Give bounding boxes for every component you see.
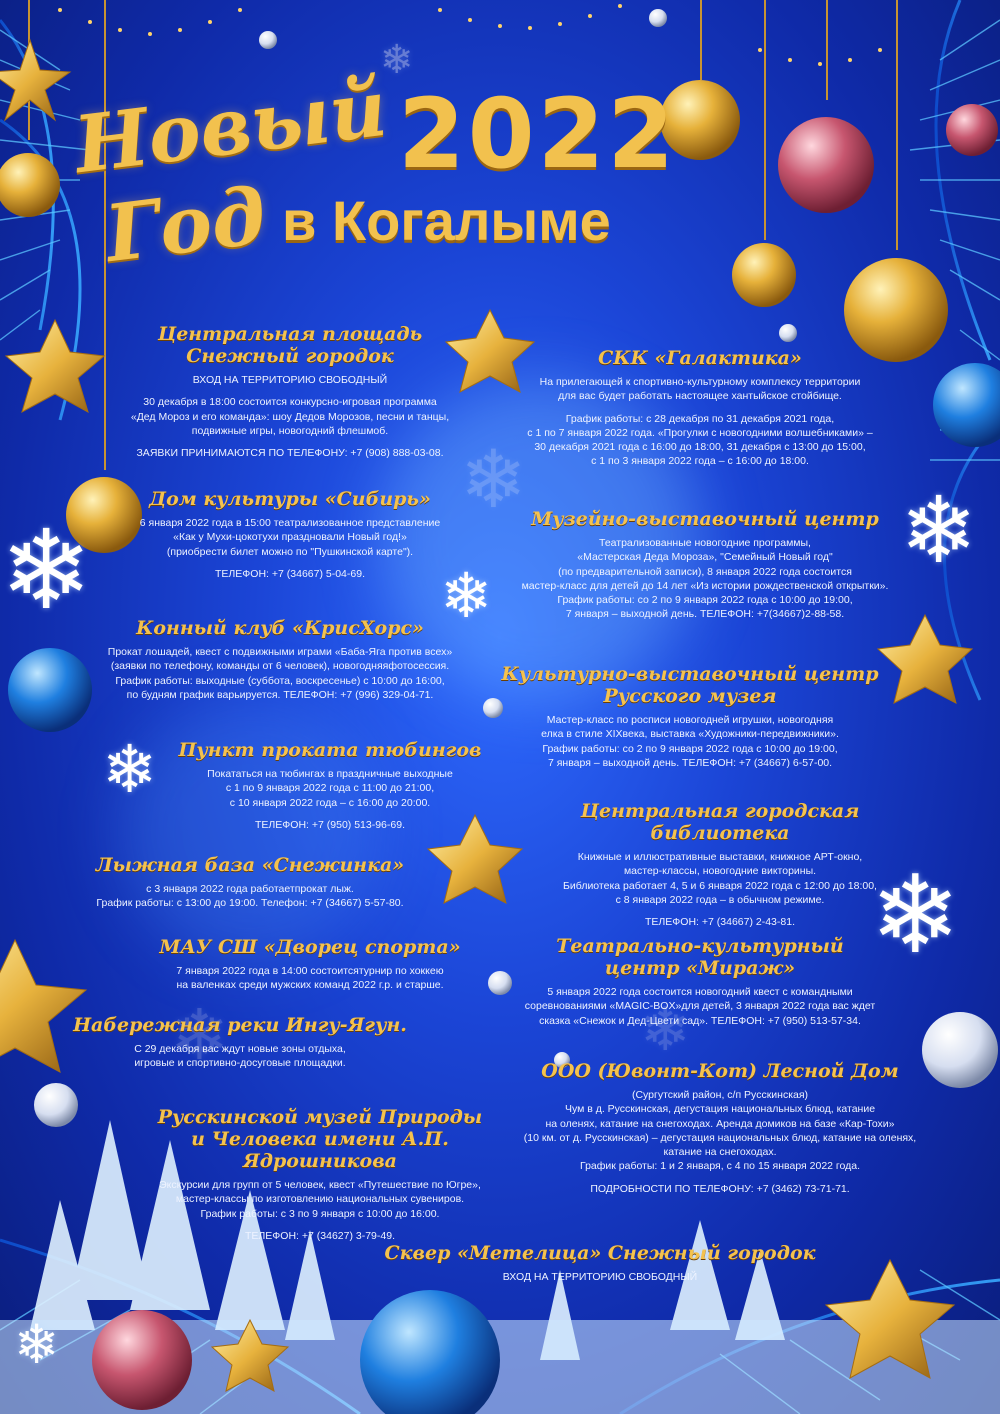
section-library — [520, 800, 920, 937]
section-tubing — [130, 739, 530, 840]
section-text: Театрализованные новогодние программы, «Мастерская Деда Мороза», "Семейный Новый год" (по предварительной записи), 8 января 2022 года состоится мастер-класс для детей до 14 лет «Из истории рождественской открытки». График работы: со 2 по 9 января 2022 года с 10:00 до 19:00, 7 января – выходной день. ТЕЛЕФОН: +7(34667)2-88-58. — [521, 537, 889, 621]
section-text: ВХОД НА ТЕРРИТОРИЮ СВОБОДНЫЙ — [502, 1271, 698, 1283]
section-text: На прилегающей к спортивно-культурному комплексу территории для вас будет работать настоящее хантыйское стойбище. — [539, 376, 861, 403]
section-title: СКК «Галактика» — [598, 347, 802, 369]
section-title: Сквер «Метелица» Снежный городок — [384, 1242, 816, 1264]
section-text: с 3 января 2022 года работаетпрокат лыж. График работы: с 13:00 до 19:00. Телефон: +7 (34667) 5-57-80. — [96, 883, 404, 910]
snowflake-icon: ❄ — [0, 506, 93, 634]
year-title: 2022 — [398, 78, 678, 190]
snowflake-icon: ❄ — [14, 1313, 60, 1376]
section-text: 5 января 2022 года состоится новогодний квест с командными соревнованиями «MAGIC-BOX»для детей, 3 января 2022 года вас ждет сказка «Снежок и Дед-Цвети сад». ТЕЛЕФОН: +7 (950) 513-57-34. — [524, 986, 876, 1027]
section-phone: ЗАЯВКИ ПРИНИМАЮТСЯ ПО ТЕЛЕФОНУ: +7 (908) 888-03-08. — [136, 447, 444, 460]
section-text: 30 декабря в 18:00 состоится конкурсно-игровая программа «Дед Мороз и его команда»: шоу Дедов Морозов, песни и танцы, подвижные игры, новогодний флешмоб. — [130, 396, 450, 437]
section-title: Центральная площадь Снежный городок — [157, 323, 423, 367]
section-embankment — [40, 1014, 440, 1079]
section-text: Мастер-класс по росписи новогодней игрушки, новогодняя елка в стиле XIXвека, выставка «Художники-передвижники». График работы: со 2 по 9 января 2022 года с 10:00 до 19:00, 7 января – выходной день. ТЕЛЕФОН: +7 (34667) 6-57-00. — [541, 714, 839, 769]
section-text: Экскурсии для групп от 5 человек, квест «Путешествие по Югре», мастер-классы по изготовлению национальных сувениров. График работы: с 3 по 9 января с 10:00 до 16:00. — [159, 1179, 481, 1220]
section-forest-house — [520, 1060, 920, 1204]
section-title: Пункт проката тюбингов — [178, 739, 482, 761]
section-text: Прокат лошадей, квест с подвижными играми «Баба-Яга против всех» (заявки по телефону, команды от 6 человек), новогодняяфотосессия. График работы: выходные (суббота, воскресенье) с 10:00 до 16:00, по будням график варьируется. ТЕЛЕФОН: +7 (996) 329-04-71. — [107, 646, 453, 701]
section-title: Лыжная база «Снежинка» — [95, 854, 405, 876]
section-title: Конный клуб «КрисХорс» — [136, 617, 424, 639]
section-ski-base — [40, 854, 460, 919]
section-text: ВХОД НА ТЕРРИТОРИЮ СВОБОДНЫЙ — [192, 374, 388, 386]
section-title: ООО (Ювонт-Кот) Лесной Дом — [541, 1060, 899, 1082]
snowflake-icon: ❄ — [870, 853, 961, 978]
section-title: Центральная городская библиотека — [580, 800, 860, 844]
section-russian-museum — [490, 663, 890, 778]
section-text: График работы: с 28 декабря по 31 декабря 2021 года, с 1 по 7 января 2022 года. «Прогулки с новогодними волшебниками» – 30 декабря 2021 года с 16:00 до 18:00, 31 декабря с 13:00 до 15:00, с 1 по 3 января 2022 года – с 16:00 до 18:00. — [527, 412, 873, 468]
snowflake-icon: ❄ — [440, 559, 492, 632]
section-text: (Сургутский район, с/п Русскинская) Чум в д. Русскинская, дегустация национальных блюд, катание на оленях, катание на снегоходах. Аренда домиков на базе «Кар-Тохи» (10 км. от д. Русскинская) – дегустация национальных блюд, катание на оленях, катание на снегоходах. График работы: 1 и 2 января, с 4 по 15 января 2022 года. — [523, 1089, 917, 1173]
snowflake-icon: ❄ — [102, 731, 158, 808]
section-text: С 29 декабря вас ждут новые зоны отдыха, игровые и спортивно-досуговые площадки. — [134, 1043, 346, 1070]
section-square-metelitsa — [380, 1242, 820, 1292]
section-central-square — [90, 323, 490, 468]
section-phone: ТЕЛЕФОН: +7 (34627) 3-79-49. — [245, 1229, 395, 1242]
section-title: Набережная реки Ингу-Ягун. — [73, 1014, 407, 1036]
section-title: Музейно-выставочный центр — [531, 508, 879, 530]
section-title: Русскинской музей Природы и Человека имени А.П. Ядрошникова — [157, 1106, 483, 1172]
section-museum-center — [505, 508, 905, 630]
title-line-1: Новый — [69, 62, 392, 192]
section-title: Культурно-выставочный центр Русского музея — [501, 663, 879, 707]
section-horse-club — [70, 617, 490, 710]
section-text: 7 января 2022 года в 14:00 состоитсятурнир по хоккею на валенках среди мужских команд 2022 г.р. и старше. — [176, 965, 444, 992]
section-skk-galaktika — [500, 347, 900, 477]
section-title: МАУ СШ «Дворец спорта» — [159, 936, 461, 958]
snowflake-icon: ❄ — [170, 994, 229, 1076]
section-phone: ТЕЛЕФОН: +7 (34667) 5-04-69. — [215, 567, 365, 580]
subtitle: в Когалыме — [282, 189, 611, 252]
title-line-2: Год — [100, 170, 271, 281]
section-phone: ПОДРОБНОСТИ ПО ТЕЛЕФОНУ: +7 (3462) 73-71-71. — [590, 1182, 850, 1195]
snowflake-icon: ❄ — [460, 433, 528, 526]
snowflake-icon: ❄ — [640, 995, 691, 1065]
section-text: Книжные и иллюстративные выставки, книжное АРТ-окно, мастер-классы, новогодние викторины. Библиотека работает 4, 5 и 6 января 2022 года с 12:00 до 18:00, с 8 января 2022 года – в обычном режиме. — [563, 851, 877, 906]
section-sports-palace — [110, 936, 510, 1001]
snowflake-icon: ❄ — [900, 477, 978, 584]
snowflake-icon: ❄ — [380, 37, 414, 83]
section-title: Театрально-культурный центр «Мираж» — [556, 935, 844, 979]
section-phone: ТЕЛЕФОН: +7 (34667) 2-43-81. — [645, 916, 795, 929]
section-text: 6 января 2022 года в 15:00 театрализованное представление «Как у Мухи-цокотухи праздновали Новый год!» (приобрести билет можно по "Пушкинской карте"). — [139, 517, 441, 558]
section-house-culture — [90, 488, 490, 589]
section-russkinskoy-museum — [130, 1106, 510, 1251]
section-phone: ТЕЛЕФОН: +7 (950) 513-96-69. — [255, 818, 405, 831]
section-title: Дом культуры «Сибирь» — [149, 488, 431, 510]
section-text: Покататься на тюбингах в праздничные выходные с 1 по 9 января 2022 года с 11:00 до 21:00, с 10 января 2022 года – с 16:00 до 20:00. — [207, 768, 453, 809]
section-mirage — [500, 935, 900, 1036]
